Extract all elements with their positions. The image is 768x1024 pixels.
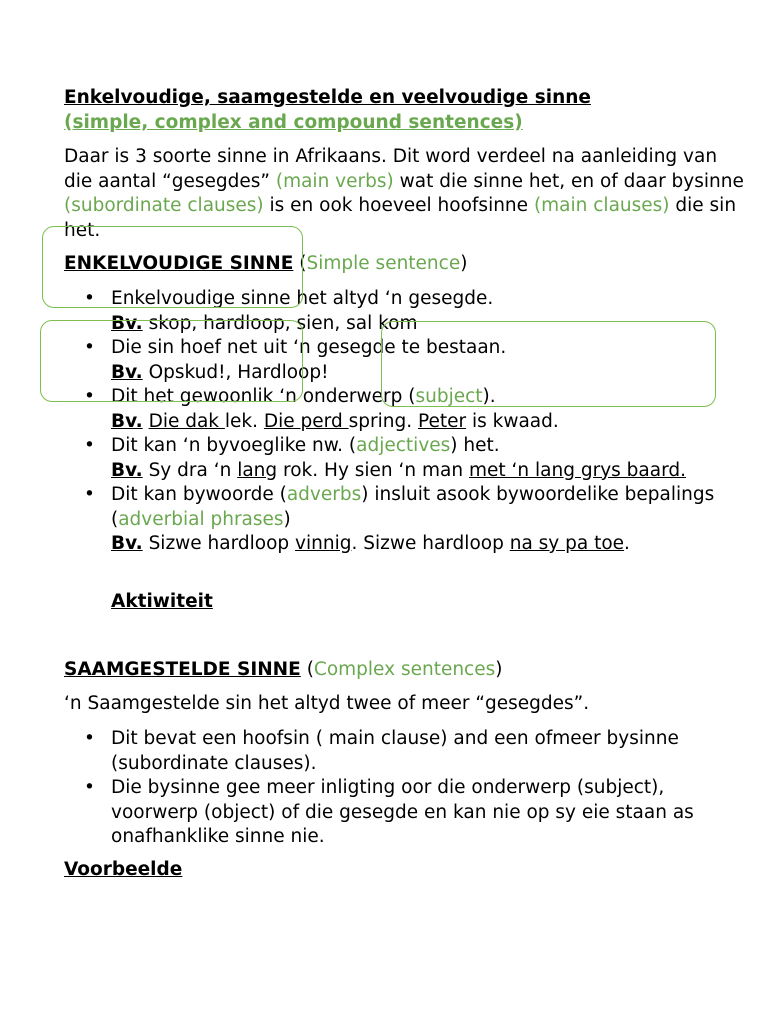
list-item-text: • Enkelvoudige sinne het altyd ‘n gesegde. bbox=[111, 288, 494, 309]
simple-paren-open: ( bbox=[293, 253, 307, 274]
simple-heading-translation: Simple sentence bbox=[306, 253, 461, 274]
list-item-text: • Dit kan ‘n byvoeglike nw. (adjectives) het. bbox=[111, 435, 500, 456]
intro-text-3: is en ook hoeveel hoofsinne bbox=[263, 195, 534, 216]
complex-paren-open: ( bbox=[300, 659, 314, 680]
annotation-box bbox=[42, 226, 303, 308]
term-subject: subject bbox=[415, 386, 483, 407]
simple-paren-close: ) bbox=[460, 253, 468, 274]
example-label: Bv. bbox=[111, 533, 143, 554]
complex-paren-close: ) bbox=[495, 659, 503, 680]
intro-text-4: die sin het. bbox=[64, 195, 737, 241]
example-label: Bv. bbox=[111, 459, 143, 481]
example-label: Bv. bbox=[111, 312, 143, 334]
activity-heading: Aktiwiteit bbox=[111, 591, 213, 612]
term-adjectives: adjectives bbox=[356, 435, 451, 456]
complex-heading-translation: Complex sentences bbox=[313, 659, 496, 680]
example-line: Bv. Sizwe hardloop vinnig. Sizwe hardloop na sy pa toe. bbox=[111, 533, 630, 554]
annotation-box bbox=[40, 320, 303, 402]
title-text: Enkelvoudige, saamgestelde en veelvoudige sinne bbox=[64, 87, 591, 108]
intro-text-2: wat die sinne het, en of daar bysinne bbox=[393, 170, 744, 192]
intro-term-main-verbs: (main verbs) bbox=[275, 170, 394, 192]
list-item bbox=[64, 483, 744, 557]
intro-term-main-clauses: (main clauses) bbox=[533, 195, 670, 216]
example-line: Bv. Die dak lek. Die perd spring. Peter is kwaad. bbox=[111, 410, 559, 432]
list-item-text: • Dit het gewoonlik ‘n onderwerp (subject). bbox=[111, 386, 496, 407]
intro-text-1: Daar is 3 soorte sinne in Afrikaans. Dit word verdeel na aanleiding van die aantal “gesegdes” bbox=[64, 146, 718, 192]
list-item-text: • Die sin hoef net uit ‘n gesegde te bestaan. bbox=[111, 337, 507, 358]
example-label: Bv. bbox=[111, 361, 143, 383]
complex-sentence-list bbox=[64, 727, 744, 850]
list-item-text: • Dit kan bywoorde (adverbs) insluit asook bywoordelike bepalings (adverbial phrases) bbox=[111, 484, 715, 530]
example-text: Opskud!, Hardloop! bbox=[142, 361, 329, 383]
document-title bbox=[64, 86, 744, 135]
term-adverbs: adverbs bbox=[286, 484, 362, 505]
complex-sentence-heading bbox=[64, 658, 744, 683]
list-item bbox=[64, 434, 744, 483]
complex-heading-text: SAAMGESTELDE SINNE bbox=[64, 659, 301, 680]
example-label: Bv. bbox=[111, 410, 143, 432]
title-translation: (simple, complex and compound sentences) bbox=[64, 111, 523, 133]
example-line: Bv. Sy dra ‘n lang rok. Hy sien ‘n man met ‘n lang grys baard. bbox=[111, 459, 686, 481]
term-adverbial-phrases: adverbial phrases bbox=[118, 508, 284, 530]
simple-heading-text: ENKELVOUDIGE SINNE bbox=[64, 253, 294, 274]
examples-heading: Voorbeelde bbox=[64, 859, 183, 880]
annotation-box bbox=[381, 321, 716, 407]
intro-term-subordinate: (subordinate clauses) bbox=[64, 195, 264, 216]
list-item: • Die bysinne gee meer inligting oor die onderwerp (subject), voorwerp (object) of die gesegde en kan nie op sy eie staan as onafhanklike sinne nie. bbox=[64, 776, 744, 850]
list-item: • Dit bevat een hoofsin ( main clause) and een ofmeer bysinne (subordinate clauses). bbox=[64, 727, 744, 776]
complex-intro: ‘n Saamgestelde sin het altyd twee of meer “gesegdes”. bbox=[64, 693, 590, 714]
example-text: skop, hardloop, sien, sal kom bbox=[142, 312, 418, 334]
